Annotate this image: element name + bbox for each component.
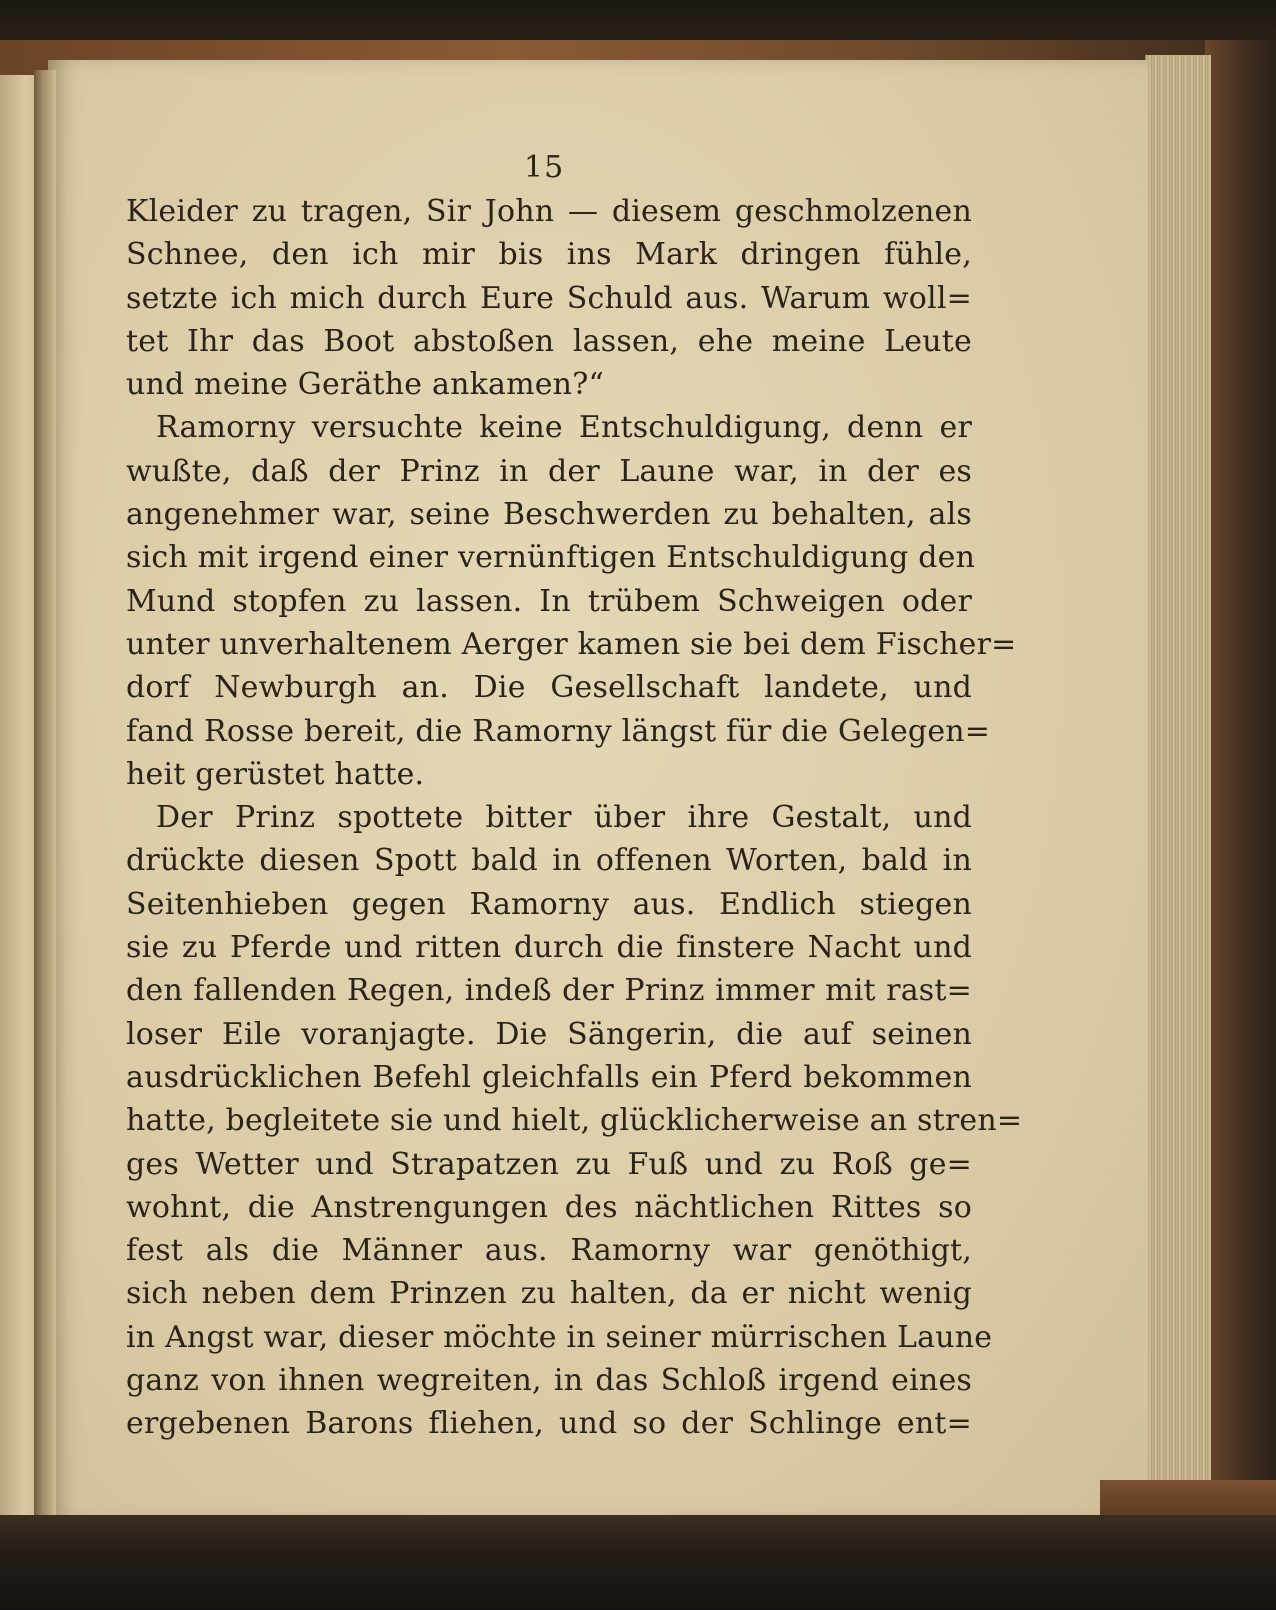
text-line: setzte ich mich durch Eure Schuld aus. Warum woll=: [126, 280, 972, 316]
text-line: Mund stopfen zu lassen. In trübem Schweigen oder: [126, 583, 972, 619]
page-edges: [1145, 55, 1211, 1515]
text-line: Kleider zu tragen, Sir John — diesem geschmolzenen: [126, 194, 972, 229]
text-line: Ramorny versuchte keine Entschuldigung, denn er: [156, 410, 972, 446]
text-line: ges Wetter und Strapatzen zu Fuß und zu Roß ge=: [126, 1146, 972, 1182]
text-line: ergebenen Barons fliehen, und so der Schlinge ent=: [126, 1406, 972, 1442]
text-line: fest als die Männer aus. Ramorny war genöthigt,: [126, 1233, 972, 1269]
text-line: dorf Newburgh an. Die Gesellschaft landete, und: [126, 670, 972, 706]
text-line: drückte diesen Spott bald in offenen Worten, bald in: [126, 843, 972, 879]
text-line: den fallenden Regen, indeß der Prinz immer mit rast=: [126, 973, 972, 1009]
text-line: sich neben dem Prinzen zu halten, da er nicht wenig: [126, 1276, 972, 1312]
text-line: wohnt, die Anstrengungen des nächtlichen Rittes so: [126, 1189, 972, 1225]
text-line: hatte, begleitete sie und hielt, glücklicherweise an stren=: [126, 1103, 1023, 1139]
body-text: [126, 190, 1023, 1446]
text-line: sie zu Pferde und ritten durch die finstere Nacht und: [126, 930, 972, 966]
book-cover-right: [1205, 40, 1276, 1520]
text-line: ausdrücklichen Befehl gleichfalls ein Pferd bekommen: [126, 1059, 972, 1095]
text-line: Der Prinz spottete bitter über ihre Gestalt, und: [156, 800, 972, 836]
text-line: wußte, daß der Prinz in der Laune war, in der es: [126, 453, 972, 489]
text-line: angenehmer war, seine Beschwerden zu behalten, als: [126, 497, 972, 533]
text-line: sich mit irgend einer vernünftigen Entschuldigung den: [126, 540, 976, 576]
text-line: und meine Geräthe ankamen?“: [126, 367, 605, 403]
text-line: tet Ihr das Boot abstoßen lassen, ehe meine Leute: [126, 323, 972, 359]
book-cover-bottom: [1100, 1480, 1276, 1520]
text-line: fand Rosse bereit, die Ramorny längst für die Gelegen=: [126, 713, 991, 749]
page-gutter: [34, 70, 56, 1520]
text-line: in Angst war, dieser möchte in seiner mürrischen Laune: [126, 1319, 993, 1355]
background-bottom: [0, 1515, 1276, 1610]
text-line: heit gerüstet hatte.: [126, 756, 425, 792]
text-line: Schnee, den ich mir bis ins Mark dringen fühle,: [126, 237, 972, 273]
text-line: Seitenhieben gegen Ramorny aus. Endlich stiegen: [126, 886, 972, 922]
text-line: ganz von ihnen wegreiten, in das Schloß irgend eines: [126, 1363, 972, 1399]
text-line: loser Eile voranjagte. Die Sängerin, die auf seinen: [126, 1016, 972, 1052]
text-line: unter unverhaltenem Aerger kamen sie bei dem Fischer=: [126, 626, 1017, 662]
page-number: 15: [524, 150, 565, 185]
